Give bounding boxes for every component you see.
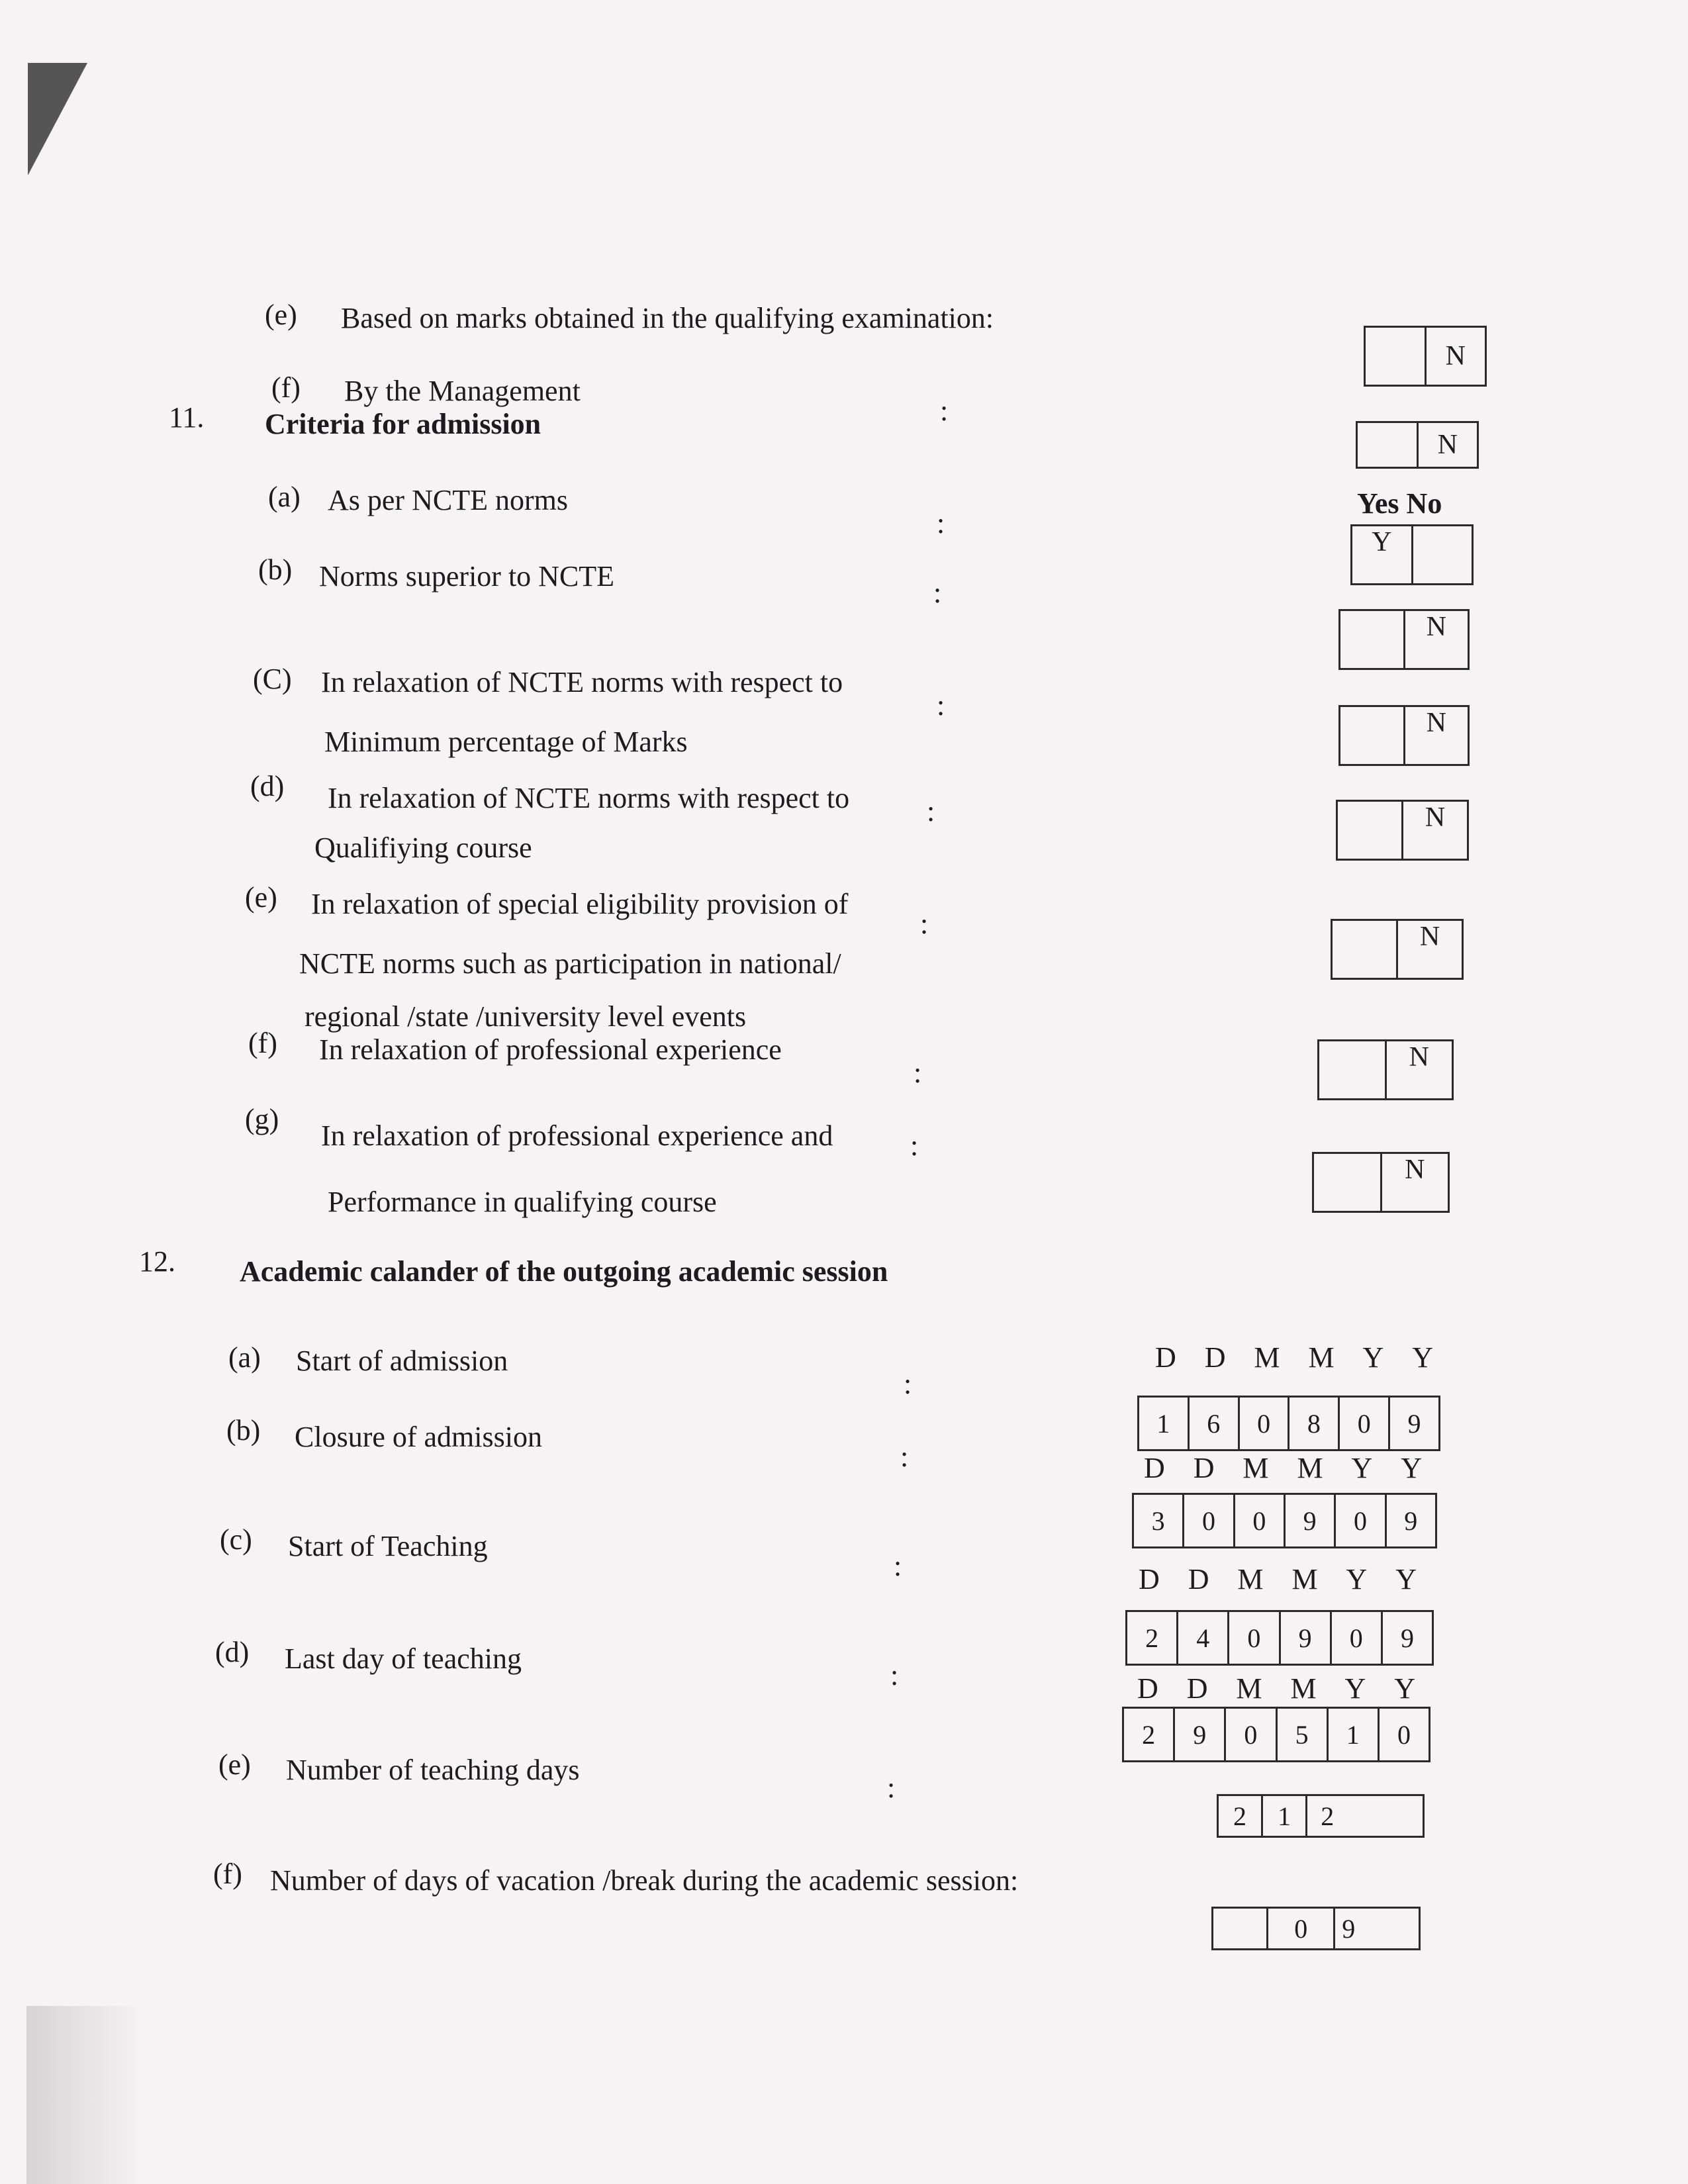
answer-cell-empty <box>1338 802 1403 859</box>
count-digit: 2 <box>1219 1796 1263 1836</box>
date-digit: 0 <box>1240 1398 1290 1449</box>
answer-box[interactable] <box>1364 326 1487 387</box>
answer-cell: N <box>1426 612 1446 642</box>
item-text: Norms superior to NCTE <box>319 560 615 593</box>
date-digit: 0 <box>1226 1709 1277 1760</box>
item-text: In relaxation of NCTE norms with respect to <box>321 666 843 698</box>
date-digit: 0 <box>1397 1719 1411 1750</box>
item-label: (e) <box>265 299 297 331</box>
answer-cell: N <box>1445 341 1466 371</box>
count-digit: 1 <box>1263 1796 1307 1836</box>
item-text: By the Management <box>344 375 581 407</box>
item-text: Start of Teaching <box>288 1530 488 1562</box>
answer-box[interactable] <box>1317 1039 1454 1100</box>
item-label: (a) <box>268 481 301 513</box>
date-digit: 8 <box>1289 1398 1340 1449</box>
item-text-cont: regional /state /university level events <box>305 1000 747 1033</box>
item-label: (d) <box>215 1636 250 1668</box>
teaching-days-box[interactable] <box>1217 1794 1425 1838</box>
date-digit: 0 <box>1184 1495 1235 1546</box>
item-label: (f) <box>248 1027 277 1059</box>
item-text-cont: Performance in qualifying course <box>328 1186 717 1218</box>
item-text: In relaxation of professional experience <box>319 1033 782 1066</box>
answer-cell-empty <box>1366 328 1427 385</box>
answer-box[interactable] <box>1312 1152 1450 1213</box>
date-digit: 0 <box>1332 1612 1383 1664</box>
item-text: Number of days of vacation /break during the academic session: <box>270 1864 1019 1897</box>
item-label: (f) <box>213 1858 242 1890</box>
date-format-header: D D M M Y Y <box>1144 1452 1422 1484</box>
colon: : <box>927 795 935 828</box>
date-digit: 1 <box>1139 1398 1190 1449</box>
answer-cell-empty <box>1314 1154 1382 1211</box>
colon: : <box>920 908 929 940</box>
date-digit: 9 <box>1404 1505 1418 1536</box>
colon: : <box>940 395 949 427</box>
item-label: (d) <box>250 770 285 802</box>
answer-box[interactable] <box>1356 421 1479 469</box>
answer-cell: N <box>1426 708 1446 738</box>
colon: : <box>894 1550 902 1582</box>
question-title: Criteria for admission <box>265 408 541 440</box>
count-digit: 0 <box>1268 1909 1335 1948</box>
date-format-header: D D M M Y Y <box>1137 1672 1415 1705</box>
answer-cell: N <box>1405 1155 1425 1185</box>
scan-shadow <box>26 2006 146 2184</box>
item-text-cont: Qualifiying course <box>314 831 532 864</box>
item-text-cont: Minimum percentage of Marks <box>324 726 688 758</box>
item-text: In relaxation of special eligibility provision of <box>311 888 849 920</box>
item-label: (f) <box>271 371 301 404</box>
scan-corner-mark <box>28 63 87 175</box>
colon: : <box>890 1659 899 1691</box>
date-digit: 0 <box>1235 1495 1286 1546</box>
colon: : <box>937 689 945 722</box>
question-number: 12. <box>139 1245 175 1278</box>
count-digit-empty <box>1213 1909 1268 1948</box>
question-title: Academic calander of the outgoing academic session <box>240 1255 888 1288</box>
item-text: In relaxation of professional experience and <box>321 1119 833 1152</box>
item-label: (C) <box>253 663 292 695</box>
date-box-closure-admission[interactable] <box>1132 1493 1437 1548</box>
answer-cell-empty <box>1340 611 1405 668</box>
answer-cell: N <box>1425 802 1446 833</box>
item-label: (b) <box>226 1414 261 1447</box>
colon: : <box>937 507 945 540</box>
date-digit: 0 <box>1340 1398 1390 1449</box>
item-label: (b) <box>258 553 293 586</box>
colon: : <box>933 577 942 609</box>
item-label: (e) <box>245 881 277 914</box>
question-number: 11. <box>169 401 205 434</box>
date-digit: 3 <box>1134 1495 1184 1546</box>
colon: : <box>900 1441 909 1473</box>
date-digit: 9 <box>1407 1408 1421 1439</box>
count-digit: 9 <box>1342 1913 1356 1944</box>
answer-box[interactable] <box>1350 524 1474 585</box>
colon: : <box>887 1772 896 1804</box>
item-text: Last day of teaching <box>285 1642 522 1675</box>
date-box-start-admission[interactable] <box>1137 1396 1440 1451</box>
answer-box[interactable] <box>1338 609 1470 670</box>
date-box-start-teaching[interactable] <box>1125 1610 1434 1666</box>
answer-box[interactable] <box>1331 919 1464 980</box>
colon: : <box>904 1368 912 1400</box>
date-box-last-teaching[interactable] <box>1122 1707 1430 1762</box>
date-digit: 0 <box>1229 1612 1280 1664</box>
date-digit: 1 <box>1329 1709 1380 1760</box>
colon: : <box>910 1129 919 1162</box>
item-label: (g) <box>245 1103 279 1135</box>
answer-cell-empty <box>1358 423 1419 467</box>
date-digit: 9 <box>1281 1612 1332 1664</box>
answer-cell-empty <box>1413 526 1472 583</box>
answer-cell-empty <box>1333 921 1398 978</box>
item-text: Closure of admission <box>295 1421 542 1453</box>
item-text: Number of teaching days <box>286 1754 580 1786</box>
date-digit: 6 <box>1190 1398 1240 1449</box>
item-text-cont: NCTE norms such as participation in national/ <box>299 947 841 980</box>
answer-box[interactable] <box>1336 800 1469 861</box>
date-digit: 9 <box>1286 1495 1336 1546</box>
item-text: Start of admission <box>296 1345 508 1377</box>
answer-box[interactable] <box>1338 705 1470 766</box>
date-format-header: D D M M Y Y <box>1139 1563 1417 1595</box>
item-label: (c) <box>220 1523 252 1556</box>
item-label: (a) <box>228 1341 261 1374</box>
yes-no-header: Yes No <box>1357 487 1442 520</box>
answer-cell: N <box>1419 922 1440 952</box>
date-digit: 0 <box>1336 1495 1386 1546</box>
count-digit: 2 <box>1321 1801 1335 1831</box>
date-digit: 2 <box>1124 1709 1175 1760</box>
item-text: As per NCTE norms <box>328 484 568 516</box>
date-digit: 9 <box>1175 1709 1226 1760</box>
answer-cell-empty <box>1340 707 1405 764</box>
date-digit: 5 <box>1278 1709 1329 1760</box>
item-text: In relaxation of NCTE norms with respect to <box>328 782 850 814</box>
answer-cell: N <box>1409 1042 1429 1072</box>
colon: : <box>914 1057 922 1089</box>
date-digit: 2 <box>1127 1612 1178 1664</box>
answer-cell-empty <box>1319 1041 1387 1098</box>
date-digit: 4 <box>1178 1612 1229 1664</box>
answer-cell: Y <box>1352 526 1413 583</box>
answer-cell: N <box>1437 430 1458 460</box>
item-label: (e) <box>218 1748 251 1781</box>
item-text: Based on marks obtained in the qualifying examination: <box>341 302 994 334</box>
vacation-days-box[interactable] <box>1211 1907 1421 1950</box>
date-digit: 9 <box>1400 1623 1414 1653</box>
date-format-header: D D M M Y Y <box>1155 1341 1433 1374</box>
